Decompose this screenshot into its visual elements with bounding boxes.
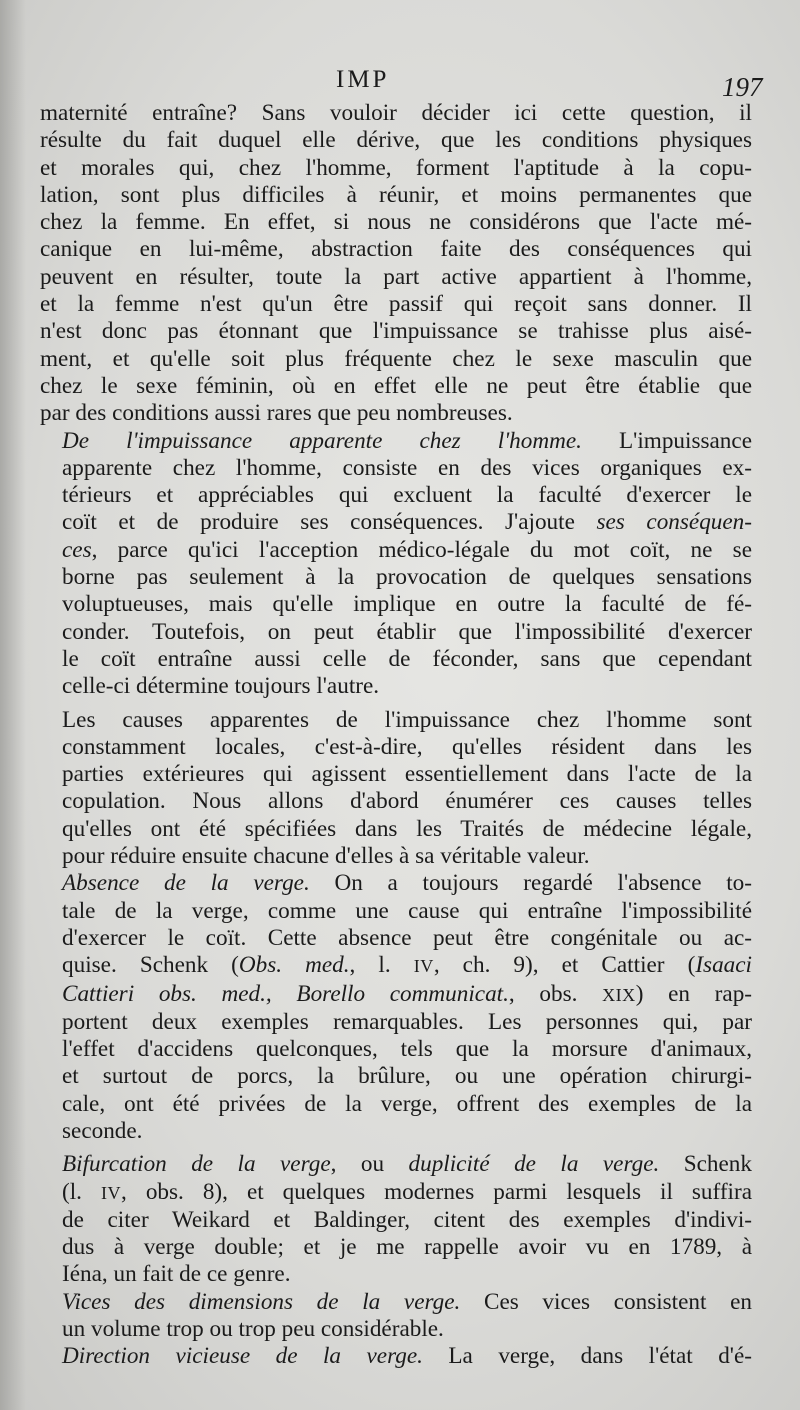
paragraph xyxy=(40,1151,752,1288)
text-line: Iéna, un fait de ce genre. xyxy=(62,1261,291,1288)
text-run: (l. xyxy=(62,1178,101,1205)
small-caps-run: IV xyxy=(413,956,434,977)
text-line: un volume trop ou trop peu considérable. xyxy=(62,1316,444,1343)
paragraph xyxy=(40,707,752,871)
small-caps-run: XIX xyxy=(602,984,636,1005)
text-line: qu'elles ont été spécifiées dans les Traités de médecine légale, xyxy=(62,815,752,842)
running-head xyxy=(0,66,800,100)
text-line: tale de la verge, comme une cause qui entraîne l'impossibilité xyxy=(62,897,752,924)
text-line: celle-ci détermine toujours l'autre. xyxy=(62,673,380,700)
text-line xyxy=(40,1289,752,1316)
text-line: canique en lui-même, abstraction faite des conséquences qui xyxy=(40,236,752,263)
italic-run: Cattieri obs. med., Borello communicat. xyxy=(62,980,509,1007)
text-line: cale, ont été privées de la verge, offrent des exemples de la xyxy=(62,1090,752,1117)
text-line: d'exercer le coït. Cette absence peut être congénitale ou ac- xyxy=(62,924,752,951)
text-line xyxy=(40,1179,752,1207)
text-line: portent deux exemples remarquables. Les personnes qui, par xyxy=(62,1008,752,1035)
italic-run: Isaaci xyxy=(695,952,752,979)
text-line: dus à verge double; et je me rappelle avoir vu en 1789, à xyxy=(62,1234,752,1261)
text-run: coït et de produire ses conséquences. J'ajoute xyxy=(62,509,597,536)
italic-heading: De l'impuissance apparente chez l'homme. xyxy=(62,427,582,454)
text-line: et surtout de porcs, la brûlure, ou une opération chirurgi- xyxy=(62,1063,752,1090)
text-line xyxy=(40,509,752,536)
text-line: térieurs et appréciables qui excluent la faculté d'exercer le xyxy=(62,482,752,509)
text-line xyxy=(40,870,752,897)
text-run: , l. xyxy=(349,952,414,979)
text-line xyxy=(40,1151,752,1178)
text-line: et la femme n'est qu'un être passif qui reçoit sans donner. Il xyxy=(40,291,752,318)
text-line: conder. Toutefois, on peut établir que l'impossibilité d'exercer xyxy=(62,618,752,645)
text-line xyxy=(40,428,752,455)
text-line: pour réduire ensuite chacune d'elles à sa véritable valeur. xyxy=(62,843,590,870)
text-line: chez le sexe féminin, où en effet elle ne peut être établie que xyxy=(40,372,752,399)
text-line: seconde. xyxy=(62,1117,143,1144)
text-line: maternité entraîne? Sans vouloir décider ici cette question, il xyxy=(40,100,752,126)
text-line: Les causes apparentes de l'impuissance chez l'homme sont xyxy=(62,706,752,733)
text-line: le coït entraîne aussi celle de féconder, sans que cependant xyxy=(62,645,752,672)
text-run: , parce qu'ici l'acception médico-légale du mot coït, ne se xyxy=(91,536,752,563)
text-run: , ou xyxy=(330,1151,409,1178)
text-line: copulation. Nous allons d'abord énumérer ces causes telles xyxy=(62,788,752,815)
paragraph xyxy=(40,428,752,701)
text-line: voluptueuses, mais qu'elle implique en outre la faculté de fé- xyxy=(62,591,752,618)
page-gutter-shadow xyxy=(0,0,26,1410)
paragraph xyxy=(40,1289,752,1344)
text-run: Ces vices consistent en xyxy=(460,1288,752,1315)
page-number: 197 xyxy=(722,72,763,102)
text-run: ) en rap- xyxy=(635,980,753,1007)
text-line: l'effet d'accidens quelconques, tels que la morsure d'animaux, xyxy=(62,1036,752,1063)
text-line: peuvent en résulter, toute la part active appartient à l'homme, xyxy=(40,263,752,290)
running-title: IMP xyxy=(336,66,390,93)
body-text xyxy=(40,100,752,1371)
text-line xyxy=(40,952,752,980)
text-line: borne pas seulement à la provocation de quelques sensations xyxy=(62,564,752,591)
text-line: par des conditions aussi rares que peu nombreuses. xyxy=(40,400,513,427)
text-run: Schenk xyxy=(659,1151,752,1178)
italic-run: ces xyxy=(62,536,92,563)
italic-heading: Bifurcation de la verge xyxy=(62,1151,331,1178)
paragraph xyxy=(40,100,752,428)
text-line: de citer Weikard et Baldinger, citent des exemples d'indivi- xyxy=(62,1206,752,1233)
text-line xyxy=(40,981,752,1009)
text-run: , obs. 8), et quelques modernes parmi lesquels il suffira xyxy=(121,1178,752,1205)
paragraph xyxy=(40,870,752,1145)
text-line: constamment locales, c'est-à-dire, qu'elles résident dans les xyxy=(62,733,752,760)
text-run: , ch. 9), et Cattier ( xyxy=(433,952,696,979)
paragraph xyxy=(40,1343,752,1370)
text-line: et morales qui, chez l'homme, forment l'aptitude à la copu- xyxy=(40,154,752,181)
text-line: apparente chez l'homme, consiste en des vices organiques ex- xyxy=(62,454,752,481)
text-run: quise. Schenk ( xyxy=(62,952,239,979)
italic-run: Obs. med. xyxy=(238,952,350,979)
small-caps-run: IV xyxy=(100,1182,122,1203)
text-line: chez la femme. En effet, si nous ne considérons que l'acte mé- xyxy=(40,209,752,236)
italic-heading: Absence de la verge. xyxy=(62,870,310,897)
text-line: parties extérieures qui agissent essentiellement dans l'acte de la xyxy=(62,761,752,788)
text-run: L'impuissance xyxy=(581,427,752,454)
text-run: On a toujours regardé l'absence to- xyxy=(309,870,752,897)
italic-run: ses conséquen- xyxy=(596,509,752,536)
italic-heading: duplicité de la verge. xyxy=(408,1151,660,1178)
text-line xyxy=(40,1343,752,1370)
text-line: résulte du fait duquel elle dérive, que les conditions physiques xyxy=(40,127,752,154)
text-line: n'est donc pas étonnant que l'impuissance se trahisse plus aisé- xyxy=(40,318,752,345)
text-line: lation, sont plus difficiles à réunir, et moins permanentes que xyxy=(40,181,752,208)
italic-heading: Direction vicieuse de la verge. xyxy=(62,1343,423,1370)
italic-heading: Vices des dimensions de la verge. xyxy=(62,1288,461,1315)
text-line xyxy=(40,537,752,564)
text-run: La verge, dans l'état d'é- xyxy=(422,1343,752,1370)
text-run: , obs. xyxy=(508,980,603,1007)
text-line: ment, et qu'elle soit plus fréquente chez le sexe masculin que xyxy=(40,345,752,372)
